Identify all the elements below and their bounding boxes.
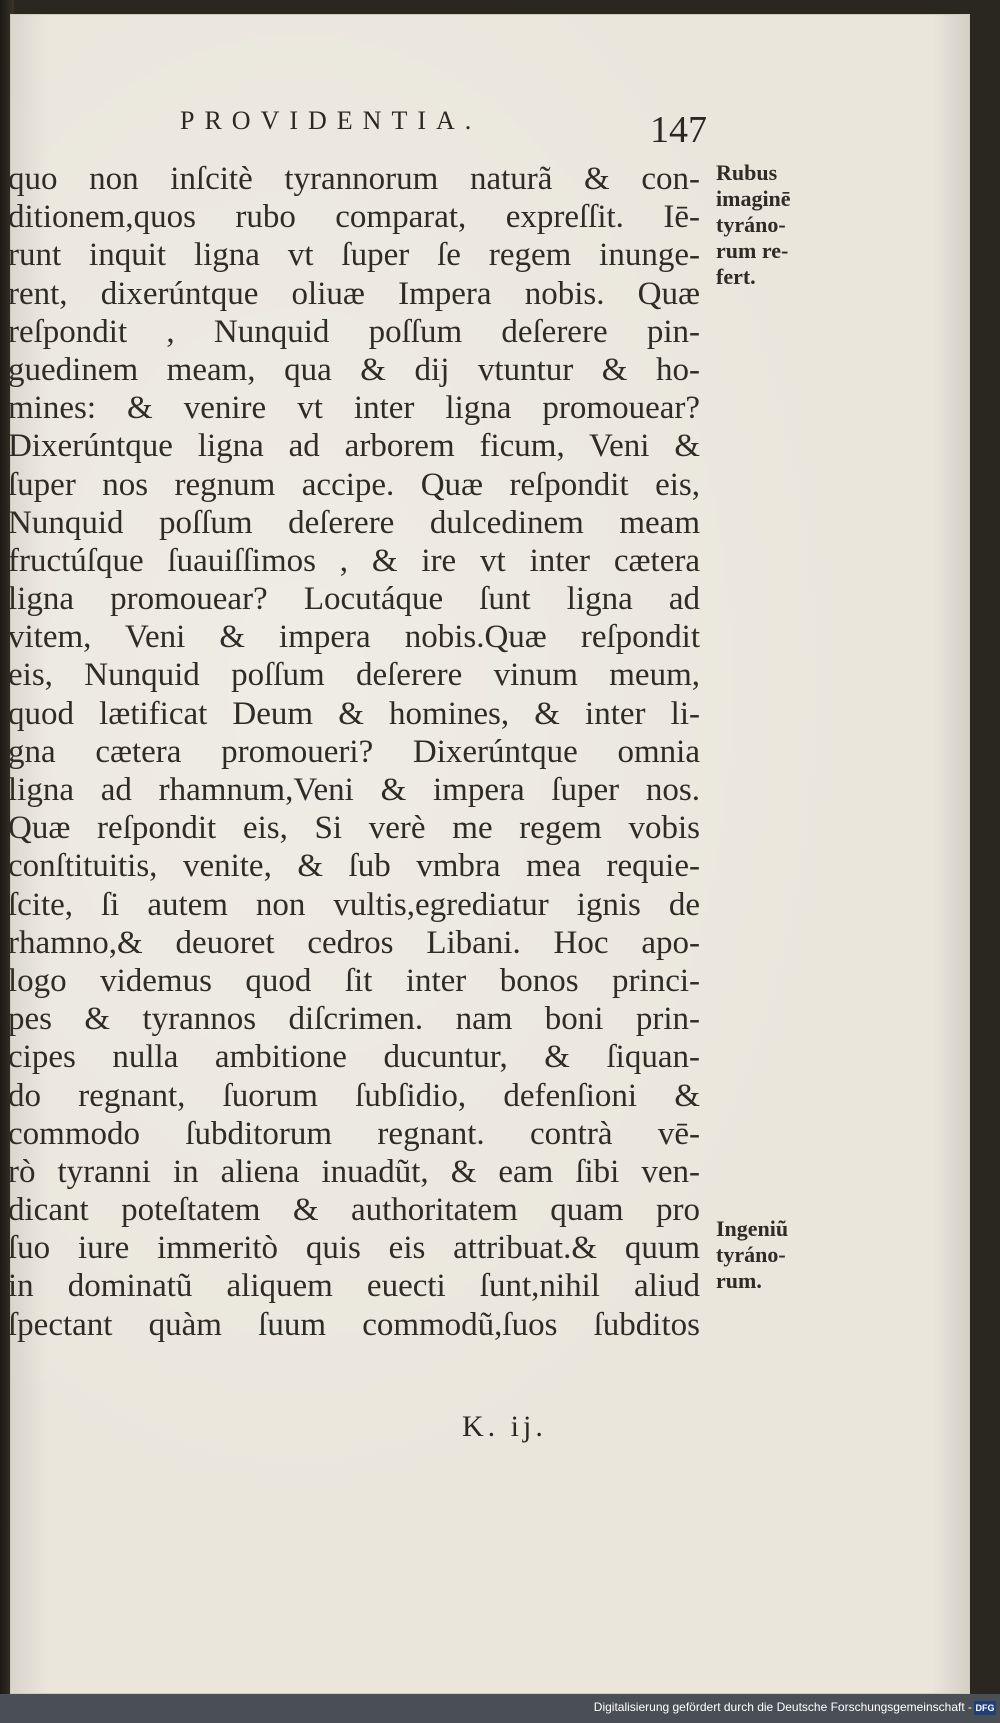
marginal-line: fert. — [716, 264, 756, 289]
page-number: 147 — [650, 109, 707, 151]
text-line: cipes nulla ambitione ducuntur, & ſiquan- — [8, 1039, 700, 1076]
text-line: ligna ad rhamnum,Veni & impera ſuper nos. — [8, 772, 700, 808]
text-line: ſuo iure immeritò quis eis attribuat.& quum — [8, 1230, 700, 1267]
text-line: Nunquid poſſum deſerere dulcedinem meam — [8, 504, 700, 541]
signature-mark: K. ij. — [462, 1410, 547, 1443]
text-line: mines: & venire vt inter ligna promouear? — [8, 390, 700, 427]
text-line: vitem, Veni & impera nobis.Quæ reſpondit — [8, 619, 700, 656]
text-line: pes & tyrannos diſcrimen. nam boni prin- — [8, 1001, 700, 1038]
funding-credit: Digitalisierung gefördert durch die Deutsche Forschungsgemeinschaft - — [593, 1700, 972, 1714]
text-line: quod lætificat Deum & homines, & inter li- — [8, 695, 700, 732]
marginal-line: tyráno- — [716, 1242, 786, 1267]
text-line: eis, Nunquid poſſum deſerere vinum meum, — [8, 657, 700, 694]
text-line: conſtituitis, venite, & ſub vmbra mea requie- — [8, 848, 700, 885]
marginal-line: Rubus — [716, 160, 778, 185]
text-line: ſuper nos regnum accipe. Quæ reſpondit eis, — [8, 466, 700, 503]
text-line: ditionem,quos rubo comparat, expreſſit. Iē- — [8, 199, 700, 236]
text-line: guedinem meam, qua & dij vtuntur & ho- — [8, 351, 700, 388]
text-line: Dixerúntque ligna ad arborem ficum, Veni & — [8, 428, 700, 465]
text-line: dicant poteſtatem & authoritatem quam pro — [8, 1192, 700, 1229]
text-line: ſpectant quàm ſuum commodũ,ſuos ſubditos — [8, 1306, 700, 1343]
text-line: do regnant, ſuorum ſubſidio, defenſioni & — [8, 1077, 700, 1114]
text-line: rhamno,& deuoret cedros Libani. Hoc apo- — [8, 924, 700, 961]
marginal-line: imaginē — [716, 186, 791, 211]
body-text — [8, 160, 700, 1344]
text-line: reſpondit , Nunquid poſſum deſerere pin- — [8, 313, 700, 350]
marginal-line: rum. — [716, 1268, 762, 1293]
text-line: rò tyranni in aliena inuadũt, & eam ſibi ven- — [8, 1153, 700, 1190]
text-line: gna cætera promoueri? Dixerúntque omnia — [8, 733, 700, 770]
marginal-note-rubus — [716, 160, 836, 290]
text-line: ſcite, ſi autem non vultis,egrediatur ignis de — [8, 886, 700, 923]
marginal-line: rum re- — [716, 238, 789, 263]
running-head: PROVIDENTIA. — [180, 106, 482, 135]
text-line: Quæ reſpondit eis, Si verè me regem vobis — [8, 810, 700, 847]
text-line: quo non inſcitè tyrannorum naturã & con- — [8, 161, 700, 197]
marginal-note-ingenium — [716, 1216, 836, 1294]
text-line: in dominatũ aliquem euecti ſunt,nihil aliud — [8, 1268, 700, 1305]
text-line: fructúſque ſuauiſſimos , & ire vt inter cætera — [8, 542, 700, 579]
marginal-line: Ingeniũ — [716, 1216, 789, 1241]
marginal-line: tyráno- — [716, 212, 786, 237]
text-line: commodo ſubditorum regnant. contrà vē- — [8, 1115, 700, 1152]
dfg-logo: DFG — [975, 1703, 995, 1713]
text-line: runt inquit ligna vt ſuper ſe regem inunge- — [8, 237, 700, 274]
text-line: ligna promouear? Locutáque ſunt ligna ad — [8, 581, 700, 618]
text-line: rent, dixerúntque oliuæ Impera nobis. Quæ — [8, 275, 700, 312]
text-line: logo videmus quod ſit inter bonos princi- — [8, 962, 700, 999]
